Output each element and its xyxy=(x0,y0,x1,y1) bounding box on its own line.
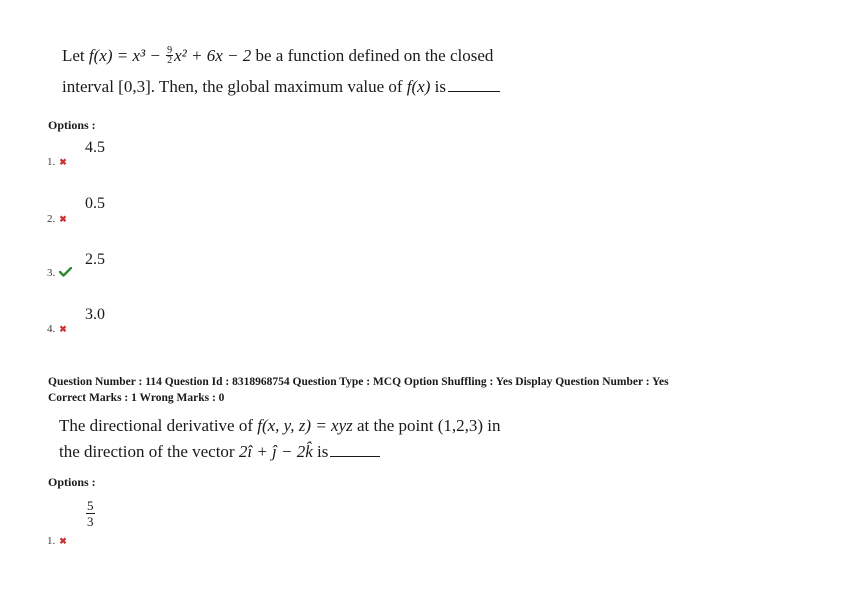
q1-frac-num: 9 xyxy=(167,44,173,56)
cross-icon: ✖ xyxy=(59,157,67,167)
q2-math: f(x, y, z) = xyz xyxy=(257,416,353,435)
q2-option-1-numlabel: 1. xyxy=(47,535,56,547)
option-2-value: 0.5 xyxy=(85,195,105,212)
option-4-value: 3.0 xyxy=(85,306,105,323)
option-3-num: 3. xyxy=(47,267,56,279)
q1-eq-rest: x² + 6x − 2 xyxy=(174,46,252,65)
q2-vector: 2î + ĵ − 2k̂ xyxy=(238,442,313,461)
option-3-value: 2.5 xyxy=(85,251,105,268)
question-1-line-2 xyxy=(62,75,500,99)
options-label-2: Options : xyxy=(48,475,96,489)
q1-eq: = x³ − xyxy=(112,46,166,65)
q1-line2: interval [0,3]. Then, the global maximum value of xyxy=(62,77,407,96)
cross-icon: ✖ xyxy=(59,324,67,334)
q1-line1-suffix: be a function defined on the closed xyxy=(251,46,494,65)
q2-option-1-number xyxy=(47,535,67,547)
q1-fraction xyxy=(166,46,173,65)
q2-line2-prefix: the direction of the vector xyxy=(59,442,239,461)
q1-fx: f(x) xyxy=(88,46,113,65)
q1-frac-den: 2 xyxy=(167,54,173,66)
option-3-number xyxy=(47,267,72,279)
q1-line2-suffix: is xyxy=(430,77,446,96)
q2-prefix: The directional derivative of xyxy=(59,416,258,435)
option-1-value: 4.5 xyxy=(85,139,105,156)
question-2-line-1 xyxy=(59,414,501,438)
q2-option-1-value xyxy=(86,499,95,528)
option-2-num: 2. xyxy=(47,213,56,225)
question-1-line-1 xyxy=(62,44,493,68)
option-4-number xyxy=(47,323,67,335)
answer-blank xyxy=(448,90,500,92)
q1-line2-fx: f(x) xyxy=(406,77,431,96)
q2-line1-suffix: at the point (1,2,3) in xyxy=(352,416,501,435)
option-4-num: 4. xyxy=(47,323,56,335)
q2-option-1-den: 3 xyxy=(87,514,94,529)
options-label: Options : xyxy=(48,118,96,132)
option-2-number xyxy=(47,213,67,225)
cross-icon: ✖ xyxy=(59,536,67,546)
marks-meta: Correct Marks : 1 Wrong Marks : 0 xyxy=(48,392,225,404)
question-2-line-2 xyxy=(59,440,380,464)
q1-prefix: Let xyxy=(62,46,89,65)
q2-line2-suffix: is xyxy=(312,442,329,461)
option-1-number xyxy=(47,156,67,168)
question-meta: Question Number : 114 Question Id : 8318968754 Question Type : MCQ Option Shuffling : Yes Display Question Number : Yes xyxy=(48,376,669,388)
cross-icon: ✖ xyxy=(59,214,67,224)
option-1-num: 1. xyxy=(47,156,56,168)
checkmark-icon xyxy=(59,267,72,277)
q2-option-1-num: 5 xyxy=(87,498,94,513)
answer-blank xyxy=(330,455,380,457)
